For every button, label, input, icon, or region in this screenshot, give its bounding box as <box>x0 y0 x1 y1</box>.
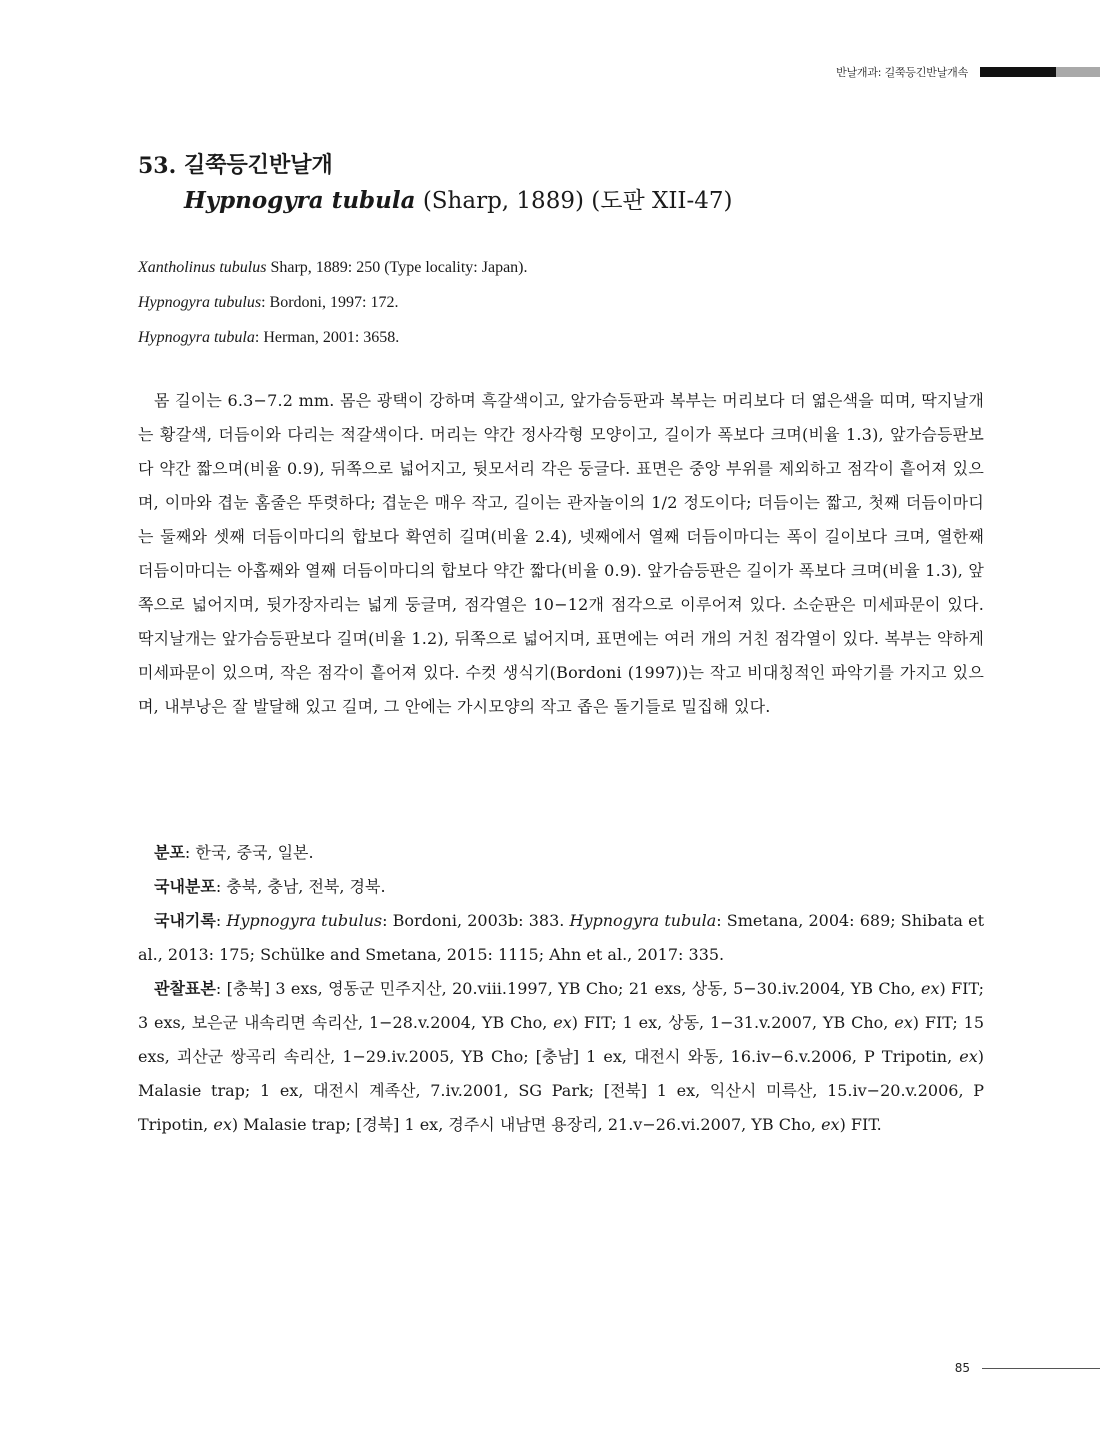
specimens-text-2: ) FIT; 3 exs, 보은군 내속리면 속리산, 1−28.v.2004, YB Cho, <box>138 979 984 1032</box>
specimens-text-6: ) Malasie trap; [경북] 1 ex, 경주시 내남면 용장리, 21.v−26.vi.2007, YB Cho, <box>231 1115 822 1134</box>
korean-name: 길쭉등긴반날개 <box>184 153 333 178</box>
synonym-name: Hypnogyra tubula <box>138 329 255 346</box>
page-footer <box>955 1361 1100 1375</box>
title-line-scientific <box>184 184 733 218</box>
specimens-text-4: ) FIT; 15 exs, 괴산군 쌍곡리 속리산, 1−29.iv.2005, YB Cho; [충남] 1 ex, 대전시 와동, 16.iv−6.v.2006, P Tripotin, <box>138 1013 985 1066</box>
distribution-label: 분포 <box>154 843 185 862</box>
author-year: (Sharp, 1889) <box>422 188 584 214</box>
domestic-records <box>138 904 984 972</box>
records-section <box>138 836 984 1142</box>
distribution <box>138 836 984 870</box>
synonym-name: Hypnogyra tubulus <box>138 294 262 311</box>
domestic-records-sep: : <box>215 911 227 930</box>
specimens-ex: ex <box>213 1115 232 1134</box>
specimens-text-3: ) FIT; 1 ex, 상동, 1−31.v.2007, YB Cho, <box>571 1013 895 1032</box>
distribution-text: : 한국, 중국, 일본. <box>184 843 314 862</box>
specimens-ex: ex <box>920 979 940 998</box>
synonym-name: Xantholinus tubulus <box>138 259 267 276</box>
running-header <box>836 64 1100 80</box>
footer-rule <box>982 1368 1100 1369</box>
synonym-entry <box>138 250 988 285</box>
plate-reference: (도판 XII-47) <box>591 188 733 214</box>
synonym-citation: Sharp, 1889: 250 (Type locality: Japan). <box>266 259 528 276</box>
scientific-name: Hypnogyra tubula <box>184 187 416 214</box>
specimens-text-5: ) Malasie trap; 1 ex, 대전시 계족산, 7.iv.2001, SG Park; [전북] 1 ex, 익산시 미륵산, 15.iv−20.v.2006, P Tripotin, <box>138 1047 984 1134</box>
domestic-distribution-label: 국내분포 <box>154 877 216 896</box>
specimens-ex: ex <box>959 1047 978 1066</box>
domestic-records-label: 국내기록 <box>154 911 216 930</box>
domestic-distribution-text: : 충북, 충남, 전북, 경북. <box>215 877 386 896</box>
specimens-text-1: : [충북] 3 exs, 영동군 민주지산, 20.viii.1997, YB Cho; 21 exs, 상동, 5−30.iv.2004, YB Cho, <box>215 979 921 998</box>
record-name-1: Hypnogyra tubulus <box>226 911 383 930</box>
synonym-citation: : Bordoni, 1997: 172. <box>261 294 399 311</box>
header-bar-dark <box>980 67 1056 77</box>
specimens-text-7: ) FIT. <box>839 1115 882 1134</box>
record-text-1: : Bordoni, 2003b: 383. <box>382 911 570 930</box>
running-title: 반날개과: 길쭉등긴반날개속 <box>836 66 968 79</box>
species-title <box>138 150 733 218</box>
title-line-korean <box>138 150 733 182</box>
specimens-ex: ex <box>894 1013 913 1032</box>
specimens-ex: ex <box>553 1013 572 1032</box>
synonym-citation: : Herman, 2001: 3658. <box>254 329 400 346</box>
specimens-examined <box>138 972 984 1142</box>
record-name-2: Hypnogyra tubula <box>569 911 717 930</box>
specimens-ex: ex <box>821 1115 840 1134</box>
header-bar-gray <box>1056 67 1100 77</box>
synonymy-list <box>138 250 988 355</box>
species-description: 몸 길이는 6.3−7.2 mm. 몸은 광택이 강하며 흑갈색이고, 앞가슴등판과 복부는 머리보다 더 엷은색을 띠며, 딱지날개는 황갈색, 더듬이와 다리는 적갈색이다. 머리는 약간 정사각형 모양이고, 길이가 폭보다 크며(비율 1.3), 앞가슴등판보다 약간 짧으며(비율 0.9), 뒤쪽으로 넓어지고, 뒷모서리 각은 둥글다. 표면은 중앙 부위를 제외하고 점각이 흩어져 있으며, 이마와 겹눈 홈줄은 뚜렷하다; 겹눈은 매우 작고, 길이는 관자놀이의 1/2 정도이다; 더듬이는 짧고, 첫째 더듬이마디는 둘째와 셋째 더듬이마디의 합보다 확연히 길며(비율 2.4), 넷째에서 열째 더듬이마디는 폭이 길이보다 크며, 열한째 더듬이마디는 아홉째와 열째 더듬이마디의 합보다 약간 짧다(비율 0.9). 앞가슴등판은 길이가 폭보다 크며(비율 1.3), 앞쪽으로 넓어지며, 뒷가장자리는 넓게 둥글며, 점각열은 10−12개 점각으로 이루어져 있다. 소순판은 미세파문이 있다. 딱지날개는 앞가슴등판보다 길며(비율 1.2), 뒤쪽으로 넓어지며, 표면에는 여러 개의 거친 점각열이 있다. 복부는 약하게 미세파문이 있으며, 작은 점각이 흩어져 있다. 수컷 생식기(Bordoni (1997))는 작고 비대칭적인 파악기를 가지고 있으며, 내부낭은 잘 발달해 있고 길며, 그 안에는 가시모양의 작고 좁은 돌기들로 밀집해 있다. <box>138 391 985 716</box>
page-number: 85 <box>954 1361 970 1375</box>
synonym-entry <box>138 320 988 355</box>
species-number: 53. <box>138 153 177 179</box>
synonym-entry <box>138 285 988 320</box>
domestic-distribution <box>138 870 984 904</box>
specimens-label: 관찰표본 <box>154 979 216 998</box>
record-text-2: : Smetana, 2004: 689; Shibata et al., 2013: 175; Schülke and Smetana, 2015: 1115; Ahn et al., 2017: 335. <box>138 911 984 964</box>
